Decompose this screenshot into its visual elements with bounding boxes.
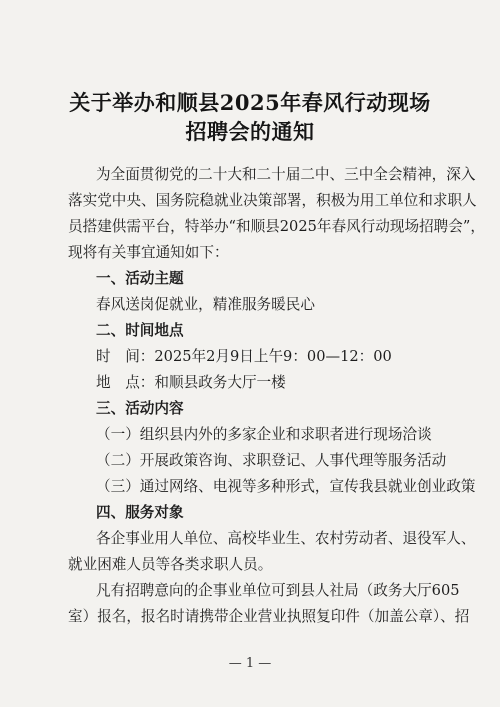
event-time: 时 间：2025年2月9日上午9：00—12：00 xyxy=(96,348,392,365)
page-number: — 1 — xyxy=(228,656,272,671)
document-title-line1: 关于举办和顺县2025年春风行动现场 xyxy=(69,90,431,115)
section-heading-theme: 一、活动主题 xyxy=(96,270,184,287)
event-place: 地 点：和顺县政务大厅一楼 xyxy=(96,374,286,391)
section-heading-audience: 四、服务对象 xyxy=(96,504,184,521)
document-title-line2: 招聘会的通知 xyxy=(185,119,315,144)
content-item-2: （二）开展政策咨询、求职登记、人事代理等服务活动 xyxy=(96,452,447,469)
section-heading-time-place: 二、时间地点 xyxy=(96,322,184,339)
section-heading-content: 三、活动内容 xyxy=(96,400,184,417)
audience-line-2: 就业困难人员等各类求职人员。 xyxy=(68,556,273,573)
content-item-3: （三）通过网络、电视等多种形式，宣传我县就业创业政策 xyxy=(96,478,476,495)
intro-line-4: 现将有关事宜通知如下： xyxy=(68,244,229,261)
content-item-1: （一）组织县内外的多家企业和求职者进行现场洽谈 xyxy=(96,426,432,443)
signup-line-2: 室）报名，报名时请携带企业营业执照复印件（加盖公章）、招 xyxy=(68,608,470,625)
signup-line-1: 凡有招聘意向的企事业单位可到县人社局（政务大厅605 xyxy=(96,582,460,599)
intro-line-3: 员搭建供需平台，特举办“和顺县2025年春风行动现场招聘会”， xyxy=(68,218,485,235)
intro-line-1: 为全面贯彻党的二十大和二十届二中、三中全会精神，深入 xyxy=(96,166,476,183)
theme-text: 春风送岗促就业，精准服务暖民心 xyxy=(96,296,315,313)
intro-line-2: 落实党中央、国务院稳就业决策部署，积极为用工单位和求职人 xyxy=(68,192,477,209)
audience-line-1: 各企事业用人单位、高校毕业生、农村劳动者、退役军人、 xyxy=(96,530,476,547)
